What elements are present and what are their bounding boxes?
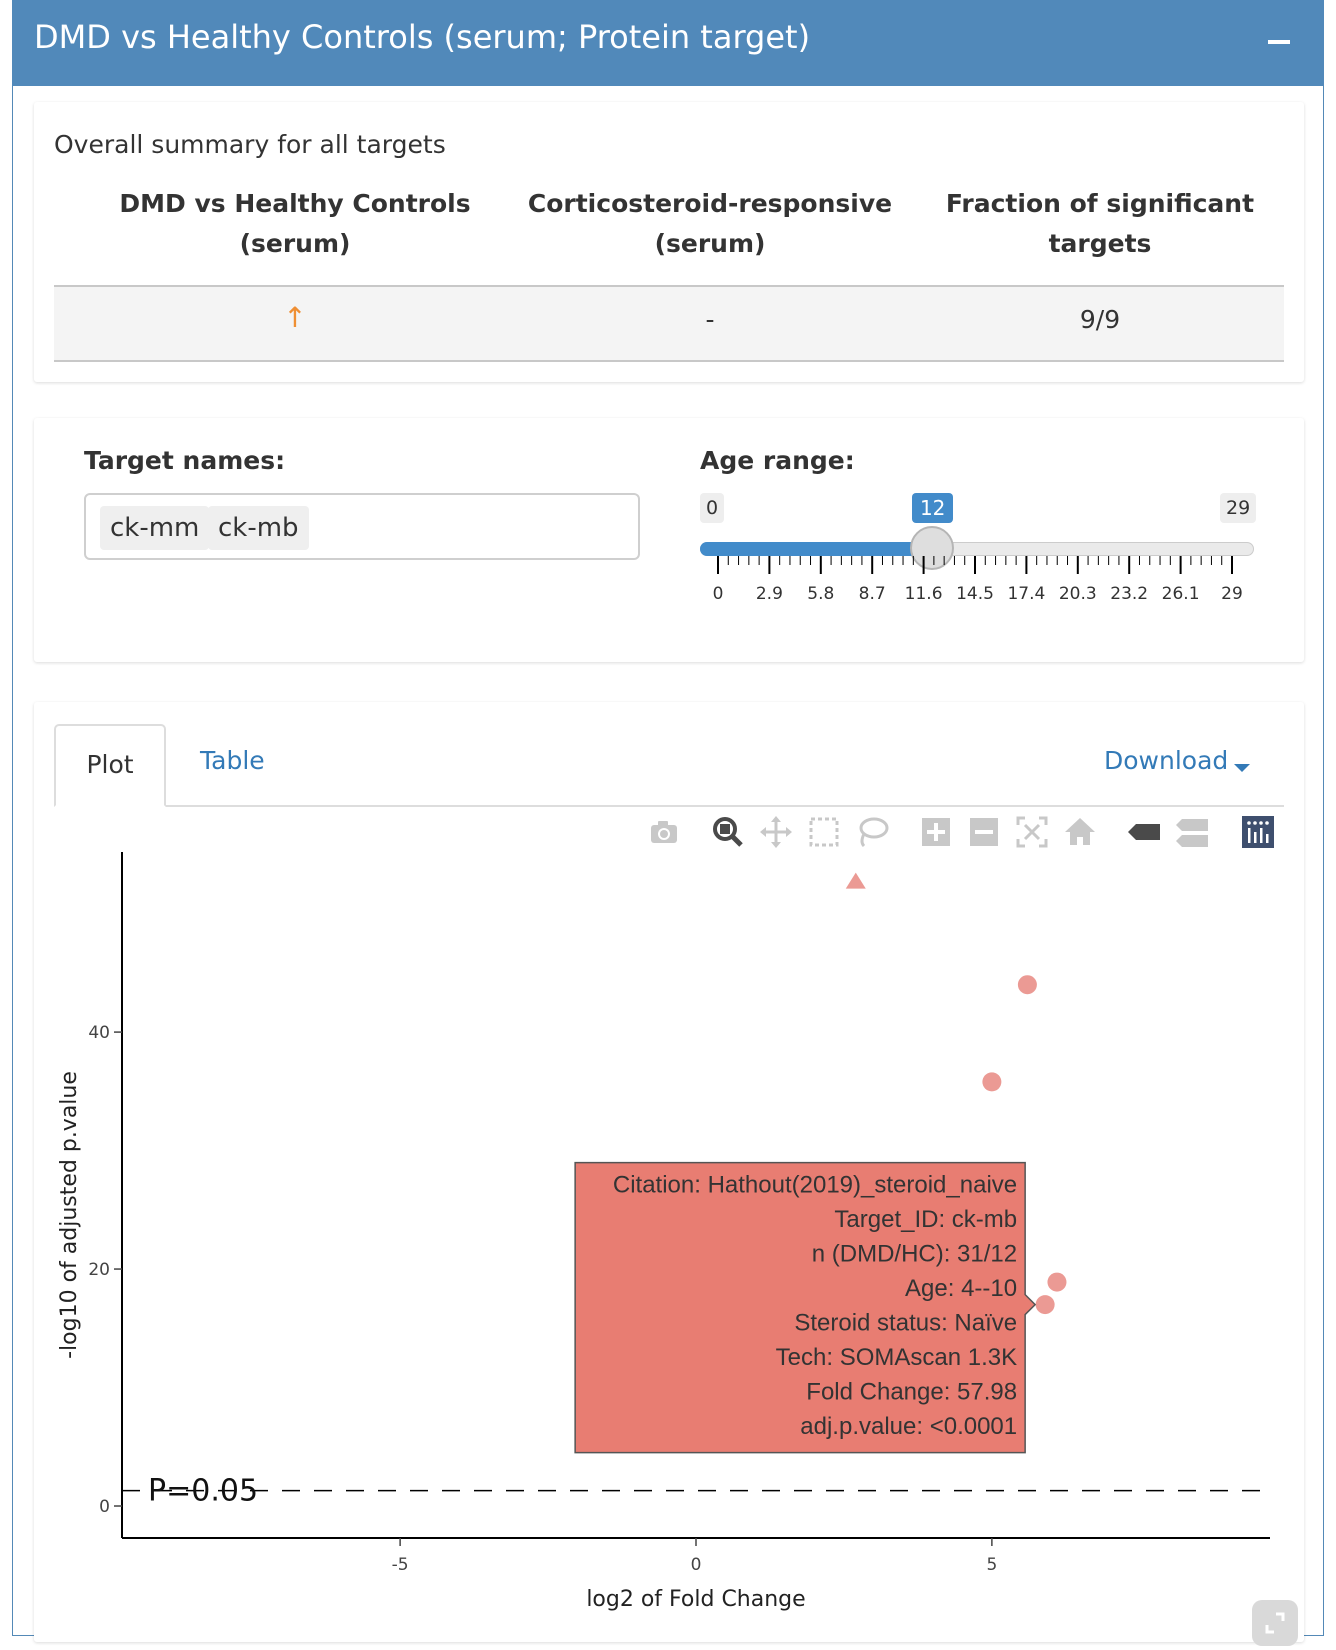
header-line: Fraction of significant [945, 189, 1255, 218]
grid-label: 11.6 [904, 584, 943, 604]
grid-label: 17.4 [1007, 584, 1046, 604]
tooltip-line: adj.p.value: <0.0001 [800, 1413, 1018, 1441]
data-point[interactable] [846, 873, 866, 889]
tooltip-line: Steroid status: Naïve [794, 1309, 1018, 1337]
fullscreen-button[interactable] [1252, 1600, 1298, 1646]
tooltip-line: Fold Change: 57.98 [806, 1378, 1018, 1406]
header-line: DMD vs Healthy Controls [119, 189, 471, 218]
data-point[interactable] [982, 1072, 1001, 1091]
grid-label: 26.1 [1161, 584, 1200, 604]
x-axis-title: log2 of Fold Change [586, 1587, 806, 1612]
header-line: Corticosteroid-responsive [527, 189, 893, 218]
summary-caption: Overall summary for all targets [54, 130, 446, 159]
tooltip-line: Citation: Hathout(2019)_steroid_naive [612, 1171, 1018, 1199]
expand-icon [1252, 1600, 1298, 1646]
y-tick-label: 0 [99, 1497, 110, 1518]
grid-label: 23.2 [1110, 584, 1149, 604]
fraction-cell: 9/9 [1079, 305, 1121, 334]
download-button[interactable]: Download [1104, 746, 1229, 775]
grid-label: 20.3 [1058, 584, 1097, 604]
x-tick-label: -5 [391, 1555, 409, 1575]
age-max-label: 29 [1220, 493, 1256, 523]
tab-plot[interactable]: Plot [54, 724, 166, 807]
grid-label: 14.5 [956, 584, 994, 604]
data-point[interactable] [1018, 975, 1037, 994]
y-tick-label: 40 [88, 1023, 110, 1044]
grid-label: 2.9 [755, 584, 783, 604]
y-tick-label: 20 [88, 1260, 110, 1281]
hover-tooltip [575, 1163, 1035, 1453]
target-chip[interactable]: ck-mb [208, 506, 309, 550]
up-arrow-icon: ↑ [283, 301, 307, 334]
header-line: (serum) [654, 229, 766, 258]
age-current-label: 12 [912, 493, 953, 523]
tooltip-line: Age: 4--10 [905, 1275, 1018, 1303]
grid-label: 29 [1221, 584, 1243, 604]
grid-label: 5.8 [807, 584, 835, 604]
data-point[interactable] [1036, 1295, 1055, 1314]
age-min-label: 0 [700, 493, 724, 523]
data-point[interactable] [1047, 1273, 1066, 1292]
tab-table[interactable]: Table [200, 746, 265, 775]
target-chip[interactable]: ck-mm [100, 506, 209, 550]
grid-label: 8.7 [858, 584, 886, 604]
tooltip-line: n (DMD/HC): 31/12 [811, 1240, 1018, 1268]
y-axis-title: -log10 of adjusted p.value [57, 1071, 82, 1359]
threshold-label: P=0.05 [148, 1473, 259, 1509]
age-range-label: Age range: [700, 446, 855, 475]
box-title: DMD vs Healthy Controls (serum; Protein target) [34, 18, 811, 56]
steroid-cell: - [705, 305, 715, 334]
tooltip-line: Tech: SOMAscan 1.3K [775, 1344, 1018, 1372]
target-names-label: Target names: [84, 446, 286, 475]
x-tick-label: 5 [986, 1555, 998, 1575]
header-line: targets [1048, 229, 1152, 258]
grid-label: 0 [712, 584, 724, 604]
header-line: (serum) [239, 229, 351, 258]
tooltip-line: Target_ID: ck-mb [834, 1206, 1018, 1234]
x-tick-label: 0 [690, 1555, 702, 1575]
